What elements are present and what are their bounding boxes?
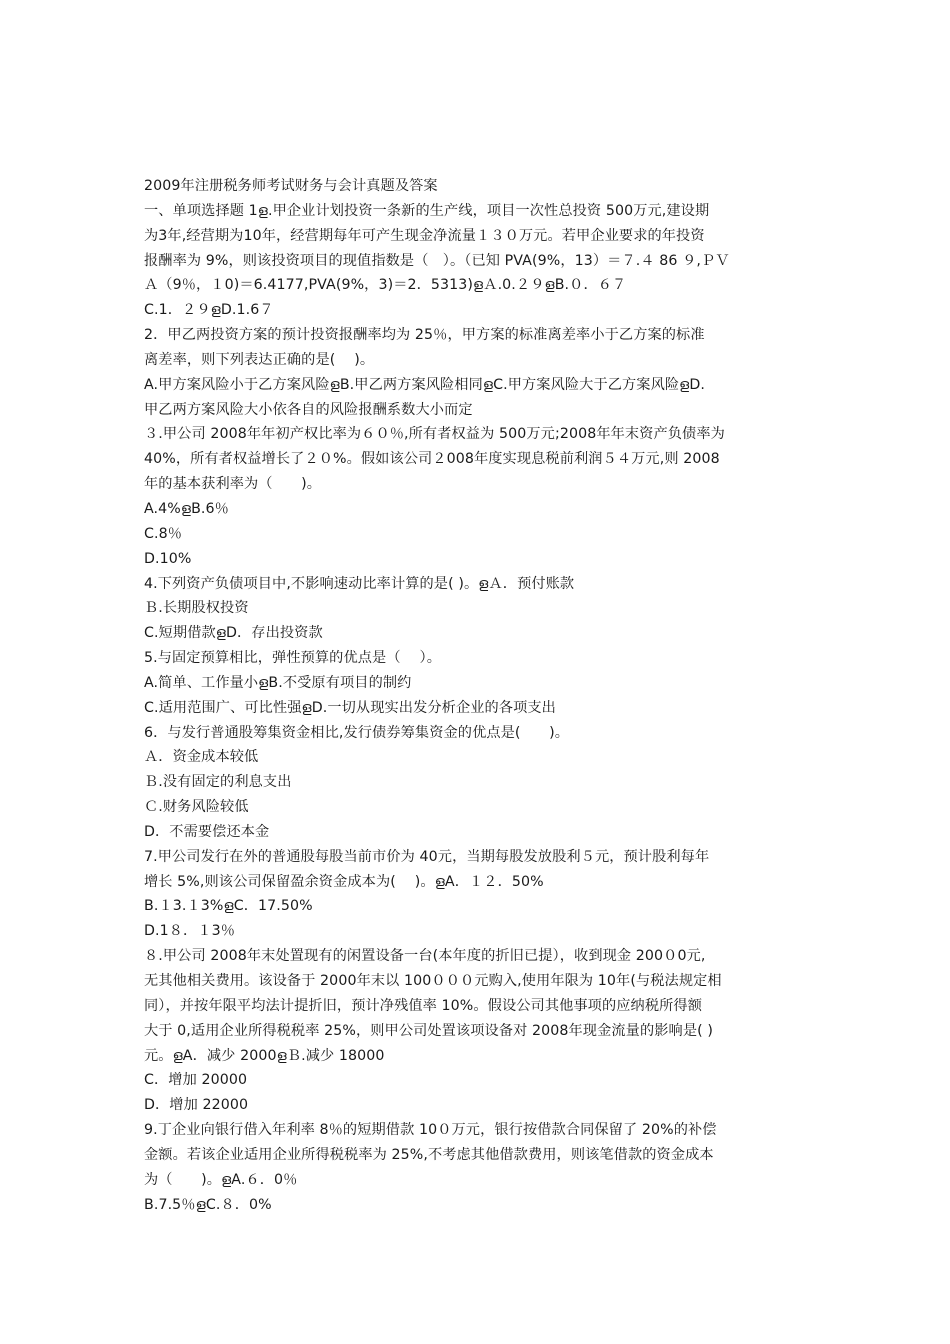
text-line: 6．与发行普通股筹集资金相比,发行债券筹集资金的优点是( )。 [144, 724, 570, 741]
text-line: C.8％ [144, 525, 183, 542]
text-line: 5.与固定预算相比，弹性预算的优点是（ ）。 [144, 650, 441, 667]
text-line: D.1８．１3％ [144, 923, 236, 940]
text-line: 4.下列资产负债项目中,不影响速动比率计算的是( )。ളＡ．预付账款 [144, 575, 575, 592]
text-line: 为3年,经营期为10年，经营期每年可产生现金净流量１３０万元。若甲企业要求的年投资 [144, 227, 705, 244]
text-line: C.1．２９ളD.1.6７ [144, 302, 274, 319]
text-line: 甲乙两方案风险大小依各自的风险报酬系数大小而定 [144, 401, 473, 418]
text-line: B.１3.１3%ളC．17.50% [144, 898, 313, 915]
text-line: C.适用范围广、可比性强ളD.一切从现实出发分析企业的各项支出 [144, 699, 556, 716]
text-line: 同），并按年限平均法计提折旧，预计净残值率 10%。假设公司其他事项的应纳税所得额 [144, 997, 702, 1014]
text-line: 离差率，则下列表达正确的是( )。 [144, 351, 375, 368]
text-line: 金额。若该企业适用企业所得税税率为 25%,不考虑其他借款费用，则该笔借款的资金成本 [144, 1146, 714, 1163]
text-line: 大于 0,适用企业所得税税率 25%，则甲公司处置该项设备对 2008年现金流量的影响是( ) [144, 1022, 713, 1039]
text-line: Ａ（9％，１0)＝6.4177,PVA(9%，3)＝2．5313)ളＡ.0.２９ളB.０．６７ [144, 277, 627, 294]
text-line: 7.甲公司发行在外的普通股每股当前市价为 40元，当期每股发放股利５元，预计股利每年 [144, 848, 710, 865]
text-line: B.7.5％ളC.８．0% [144, 1196, 272, 1213]
text-line: 2．甲乙两投资方案的预计投资报酬率均为 25％，甲方案的标准离差率小于乙方案的标准 [144, 327, 705, 344]
text-line: D.10% [144, 550, 192, 567]
text-line: C．增加 20000 [144, 1072, 248, 1089]
text-line: 报酬率为 9%，则该投资项目的现值指数是（ ）。（已知 PVA(9%，13）＝７.４ 86 ９,ＰＶ [144, 252, 730, 269]
document-title: 2009年注册税务师考试财务与会计真题及答案 [144, 178, 438, 194]
text-line: Ｂ.长期股权投资 [144, 600, 249, 617]
text-line: 40%，所有者权益增长了２０%。假如该公司２008年度实现息税前利润５４万元,则 2008 [144, 451, 720, 468]
text-line: A.简单、工作量小ളB.不受原有项目的制约 [144, 674, 412, 691]
text-line: 元。ളA．减少 2000ളＢ.减少 18000 [144, 1047, 385, 1064]
text-line: 无其他相关费用。该设备于 2000年末以 100０００元购入,使用年限为 10年(与税法规定相 [144, 973, 722, 989]
document-body [144, 174, 810, 1217]
text-line: 为（ )。ളA.６．0％ [144, 1171, 298, 1188]
text-line: C.短期借款ളD．存出投资款 [144, 625, 323, 642]
text-line: D．不需要偿还本金 [144, 823, 270, 840]
text-line: ３.甲公司 2008年年初产权比率为６０％,所有者权益为 500万元;2008年年末资产负债率为 [144, 426, 725, 443]
text-line: Ａ．资金成本较低 [144, 749, 259, 766]
text-line: A.甲方案风险小于乙方案风险ളB.甲乙两方案风险相同ളC.甲方案风险大于乙方案风险ളD. [144, 376, 706, 393]
text-line: 9.丁企业向银行借入年利率 8％的短期借款 10０万元，银行按借款合同保留了 20%的补偿 [144, 1122, 717, 1139]
text-line: 一、单项选择题 1ള.甲企业计划投资一条新的生产线，项目一次性总投资 500万元,建设期 [144, 202, 710, 219]
text-line: 年的基本获利率为（ )。 [144, 476, 322, 493]
text-line: A.4%ളB.6％ [144, 500, 229, 517]
text-line: Ｂ.没有固定的利息支出 [144, 774, 292, 791]
text-line: D．增加 22000 [144, 1097, 249, 1114]
text-line: ８.甲公司 2008年末处置现有的闲置设备一台(本年度的折旧已提），收到现金 200０0元, [144, 948, 706, 965]
text-line: 增长 5%,则该公司保留盈余资金成本为( )。ളA．１２．50% [144, 873, 544, 890]
text-line: Ｃ.财务风险较低 [144, 799, 249, 816]
